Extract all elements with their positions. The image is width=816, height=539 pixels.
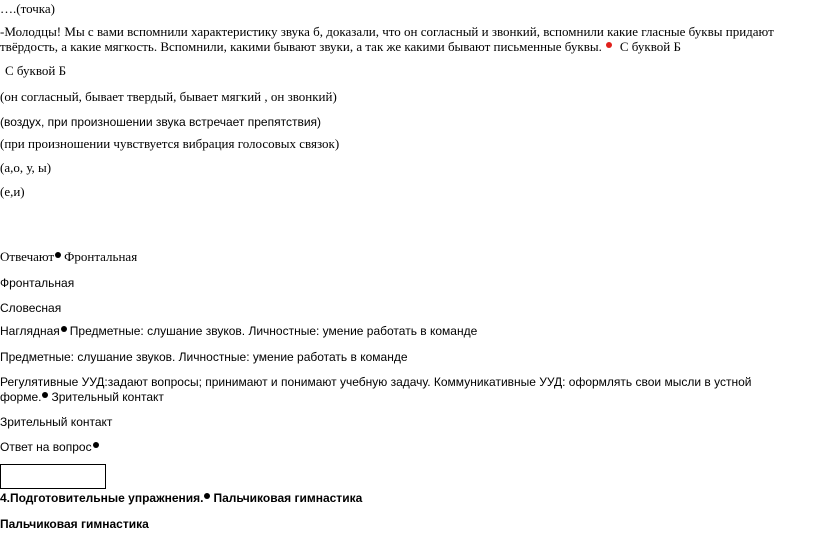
bullet-icon — [93, 442, 99, 448]
section-heading-preparatory: 4.Подготовительные упражнения. Пальчиковая гимнастика — [0, 491, 363, 505]
text-dots-point: ….(точка) — [0, 1, 56, 16]
empty-table-cell — [0, 464, 106, 489]
subject-personal-results: Предметные: слушание звуков. Личностные: умение работать в команде — [0, 350, 408, 364]
eye-contact: Зрительный контакт — [0, 415, 113, 429]
letter-b-heading: С буквой Б — [5, 63, 67, 78]
bullet-icon — [61, 326, 67, 332]
answer-question-line: Ответ на вопрос — [0, 440, 102, 455]
answer-air-obstacle: (воздух, при произношении звука встречает препятствия) — [0, 115, 322, 129]
answer-soft-vowels: (е,и) — [0, 184, 25, 199]
red-bullet-icon — [606, 42, 612, 48]
respond-line: Отвечают Фронтальная — [0, 249, 138, 264]
answer-hard-vowels: (а,о, у, ы) — [0, 160, 52, 175]
regulatory-skills-line-2: форме. Зрительный контакт — [0, 390, 164, 404]
form-frontal: Фронтальная — [0, 276, 75, 290]
bullet-icon — [55, 252, 61, 258]
praise-paragraph-line-2: твёрдость, а какие мягкость. Вспомнили, какими бывают звуки, а так же какими бывают письменные буквы. С буквой Б — [0, 39, 681, 54]
regulatory-skills-line-1: Регулятивные УУД:задают вопросы; принимают и понимают учебную задачу. Коммуникативные УУД: оформлять свои мысли в устной — [0, 375, 752, 389]
method-verbal: Словесная — [0, 301, 62, 315]
bullet-icon — [42, 392, 48, 398]
answer-consonant: (он согласный, бывает твердый, бывает мягкий , он звонкий) — [0, 89, 337, 104]
visual-subject-line: Наглядная Предметные: слушание звуков. Личностные: умение работать в команде — [0, 324, 478, 338]
bullet-icon — [204, 493, 210, 499]
answer-vibration: (при произношении чувствуется вибрация голосовых связок) — [0, 136, 340, 151]
praise-paragraph-line-1: -Молодцы! Мы с вами вспомнили характеристику звука б, доказали, что он согласный и звонкий, вспомнили какие гласные буквы придают — [0, 24, 774, 39]
finger-gymnastics-heading: Пальчиковая гимнастика — [0, 517, 149, 531]
